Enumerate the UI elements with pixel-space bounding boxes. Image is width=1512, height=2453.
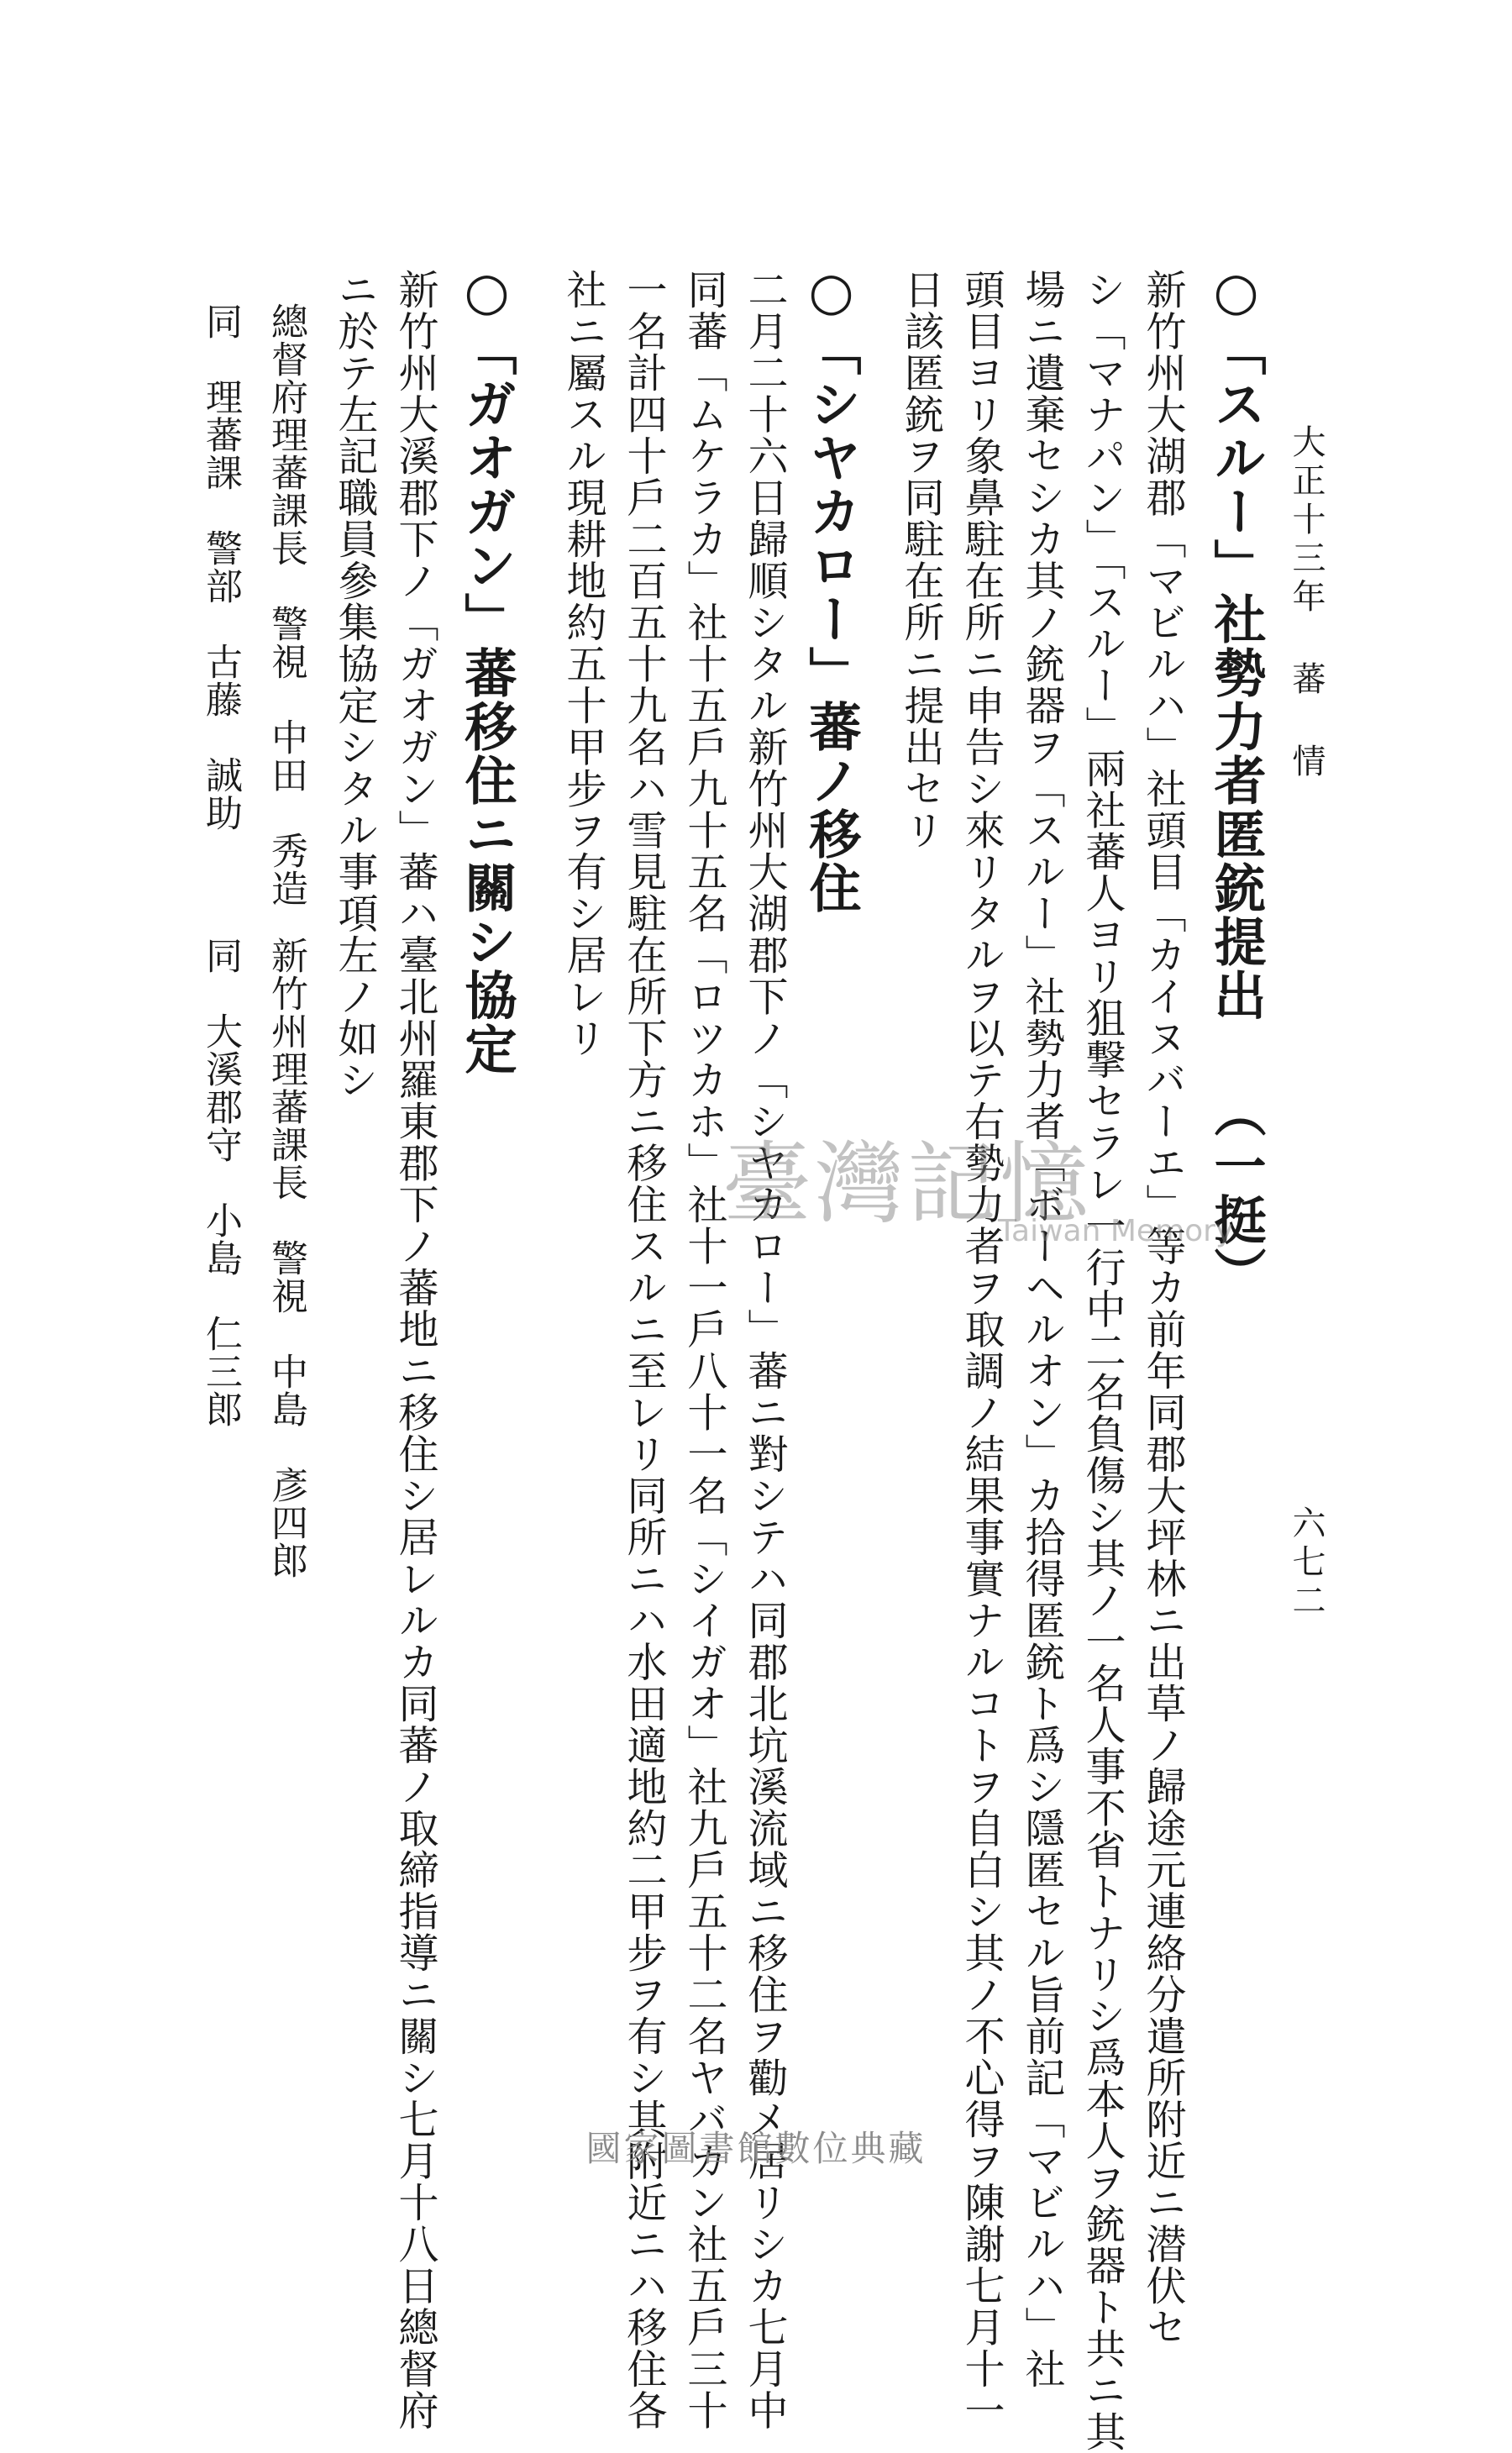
body-line: 社ニ屬スル現耕地約五十甲步ヲ有シ居レリ [559,269,606,1059]
running-header: 大正十三年 蕃 情 [1287,424,1326,782]
body-line: ニ於テ左記職員參集協定シタル事項左ノ如シ [331,269,378,1100]
body-line: 同蕃「ムケラカ」社十五戶九十五名「ロツカホ」社十一戶八十一名「シイガオ」社九戶五十二名ヤバカン社五戶三十 [680,269,727,2431]
section-heading: ○「スルー」社勢力者匿銃提出 （一挺） [1205,260,1267,1300]
signatory: 同 理蕃課 警部 古藤 誠助 [199,302,242,832]
body-line: シ「マナパン」「スルー」兩社蕃人ヨリ狙撃セラレ一行中二名負傷シ其ノ一名人事不省トナリシ爲本人ヲ銃器ト共ニ其 [1079,269,1126,2453]
body-line: 新竹州大湖郡「マビルハ」社頭目「カイヌバーエ」等カ前年同郡大坪林ニ出草ノ歸途元連絡分遣所附近ニ潜伏セ [1139,269,1186,2348]
signatory: 新竹州理蕃課長 警視 中島 彥四郎 [265,937,307,1579]
page-number: 六七二 [1287,1505,1326,1621]
body-line: 二月二十六日歸順シタル新竹州大湖郡下ノ「シヤカロー」蕃ニ對シテハ同郡北坑溪流域ニ移住ヲ勸メ居リシカ七月中 [741,269,788,2431]
body-line: 日該匿銃ヲ同駐在所ニ提出セリ [897,269,944,851]
section-heading: ○「ガオガン」蕃移住ニ關シ協定 [456,260,517,1076]
signatory: 總督府理蕃課長 警視 中田 秀造 [265,302,307,907]
footer-credit: 國家圖書館數位典藏 [585,2128,927,2169]
signatory: 同 大溪郡守 小島 仁三郎 [199,937,242,1428]
watermark-subtitle: Taiwan Memory [998,1214,1234,1248]
watermark: 臺灣記憶 [722,1132,1092,1236]
body-line: 頭目ヨリ象鼻駐在所ニ申告シ來リタルヲ以テ右勢力者ヲ取調ノ結果事實ナルコトヲ自白シ其ノ不心得ヲ陳謝七月十一 [958,269,1005,2431]
body-line: 新竹州大溪郡下ノ「ガオガン」蕃ハ臺北州羅東郡下ノ蕃地ニ移住シ居レルカ同蕃ノ取締指導ニ關シ七月十八日總督府 [391,269,438,2431]
body-line: 場ニ遺棄セシカ其ノ銃器ヲ「スルー」社勢力者「ボーヘルオン」カ拾得匿銃ト爲シ隱匿セル旨前記「マビルハ」社 [1018,269,1065,2390]
body-line: 一名計四十戶二百五十九名ハ雪見駐在所下方ニ移住スルニ至レリ同所ニハ水田適地約二甲步ヲ有シ其附近ニハ移住各 [620,269,667,2431]
section-heading: ○「シヤカロー」蕃ノ移住 [801,260,862,915]
